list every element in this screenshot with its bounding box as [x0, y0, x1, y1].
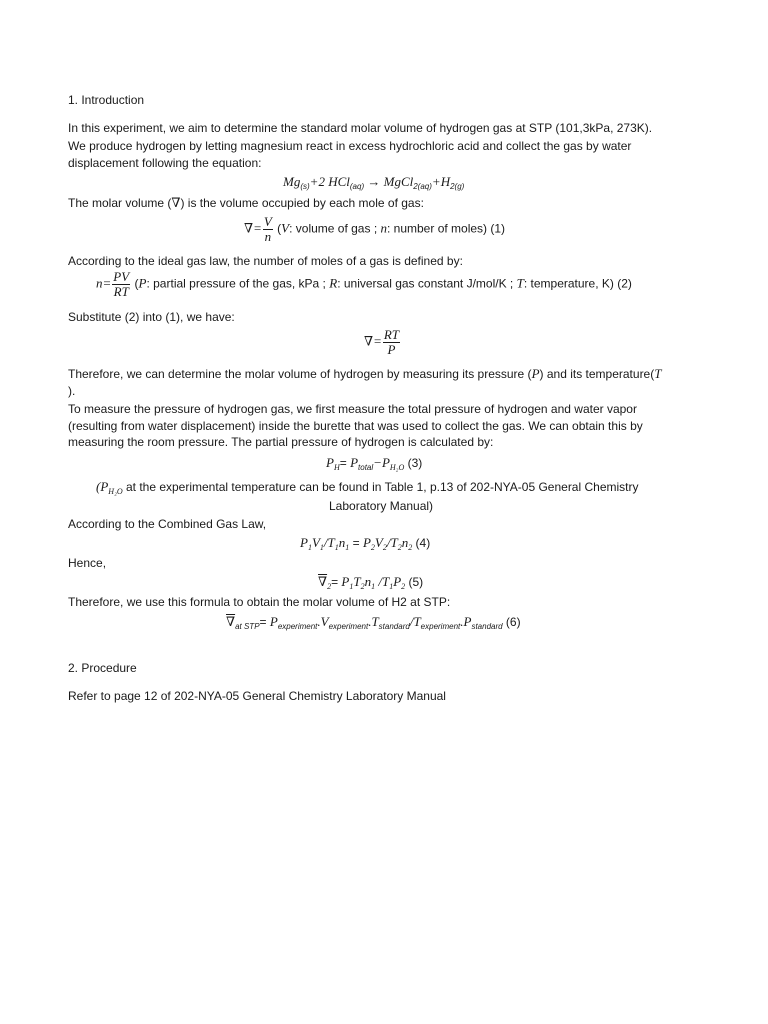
ideal-gas-sentence: According to the ideal gas law, the number of moles of a gas is defined by:: [68, 254, 463, 268]
therefore-sentence-1: Therefore, we can determine the molar volume of hydrogen by measuring its pressure (P) and its temperature(T: [68, 366, 662, 381]
procedure-heading: 2. Procedure: [68, 661, 137, 675]
pressure-paragraph-line-1: To measure the pressure of hydrogen gas, we first measure the total pressure of hydrogen and water vapor: [68, 402, 637, 416]
combined-gas-law-sentence: According to the Combined Gas Law,: [68, 517, 267, 531]
intro-paragraph-line-1: In this experiment, we aim to determine the standard molar volume of hydrogen gas at STP (101,3kPa, 273K).: [68, 121, 653, 135]
pressure-paragraph-line-2: (resulting from water displacement) inside the burette that was used to collect the gas. We can obtain this by: [68, 419, 643, 433]
reaction-equation: $Mg_{(s)}+2$ $HCl_{(aq)} \to MgCl_{2(aq)}+H_{2(g)}$: [283, 174, 465, 191]
molar-volume-definition: The molar volume (∇) is the volume occupied by each mole of gas:: [68, 196, 424, 211]
intro-paragraph-line-3: displacement following the equation:: [68, 156, 262, 170]
water-vapor-note-line-2: Laboratory Manual): [329, 499, 434, 513]
equation-2: n= $\frac{PV}{RT}$ (P: partial pressure of the gas, kPa ; R: universal gas constant J/mol/K ; T: temperature, K) (2): [96, 269, 632, 299]
equation-6: $\nabla_{at STP}= P_{experiment}.V_{experiment}.T_{standard}/T_{experiment}.P_{standard}$ (6): [226, 614, 521, 631]
equation-4: $P_1V_1/T_1n_1 = P_2V_2/T_2n_2$ (4): [300, 535, 431, 552]
therefore-sentence-2: Therefore, we use this formula to obtain the molar volume of H2 at STP:: [68, 595, 451, 609]
intro-paragraph-line-2: We produce hydrogen by letting magnesium react in excess hydrochloric acid and collect the gas by water: [68, 139, 632, 153]
intro-heading: 1. Introduction: [68, 93, 145, 107]
substitute-sentence: Substitute (2) into (1), we have:: [68, 310, 235, 324]
therefore-sentence-1-end: ).: [68, 384, 76, 398]
procedure-text: Refer to page 12 of 202-NYA-05 General Chemistry Laboratory Manual: [68, 689, 446, 703]
hence-sentence: Hence,: [68, 556, 107, 570]
molar-volume-rt-over-p: ∇= $\frac{RT}{P}$: [364, 327, 400, 357]
equation-1: ∇= $\frac{V}{n}$ (V: volume of gas ; n: number of moles) (1): [244, 214, 506, 244]
equation-5: $\nabla_2= P_1T_2n_1$ $/T_1P_2$ (5): [318, 574, 424, 591]
pressure-paragraph-line-3: measuring the room pressure. The partial pressure of hydrogen is calculated by:: [68, 435, 494, 449]
water-vapor-note-line-1: ($P_{H_2O}$ at the experimental temperature can be found in Table 1, p.13 of 202-NYA-05 General Chemistry: [96, 479, 639, 496]
equation-3: $P_H= P_{total}-P_{H_2O}$ (3): [326, 455, 423, 472]
